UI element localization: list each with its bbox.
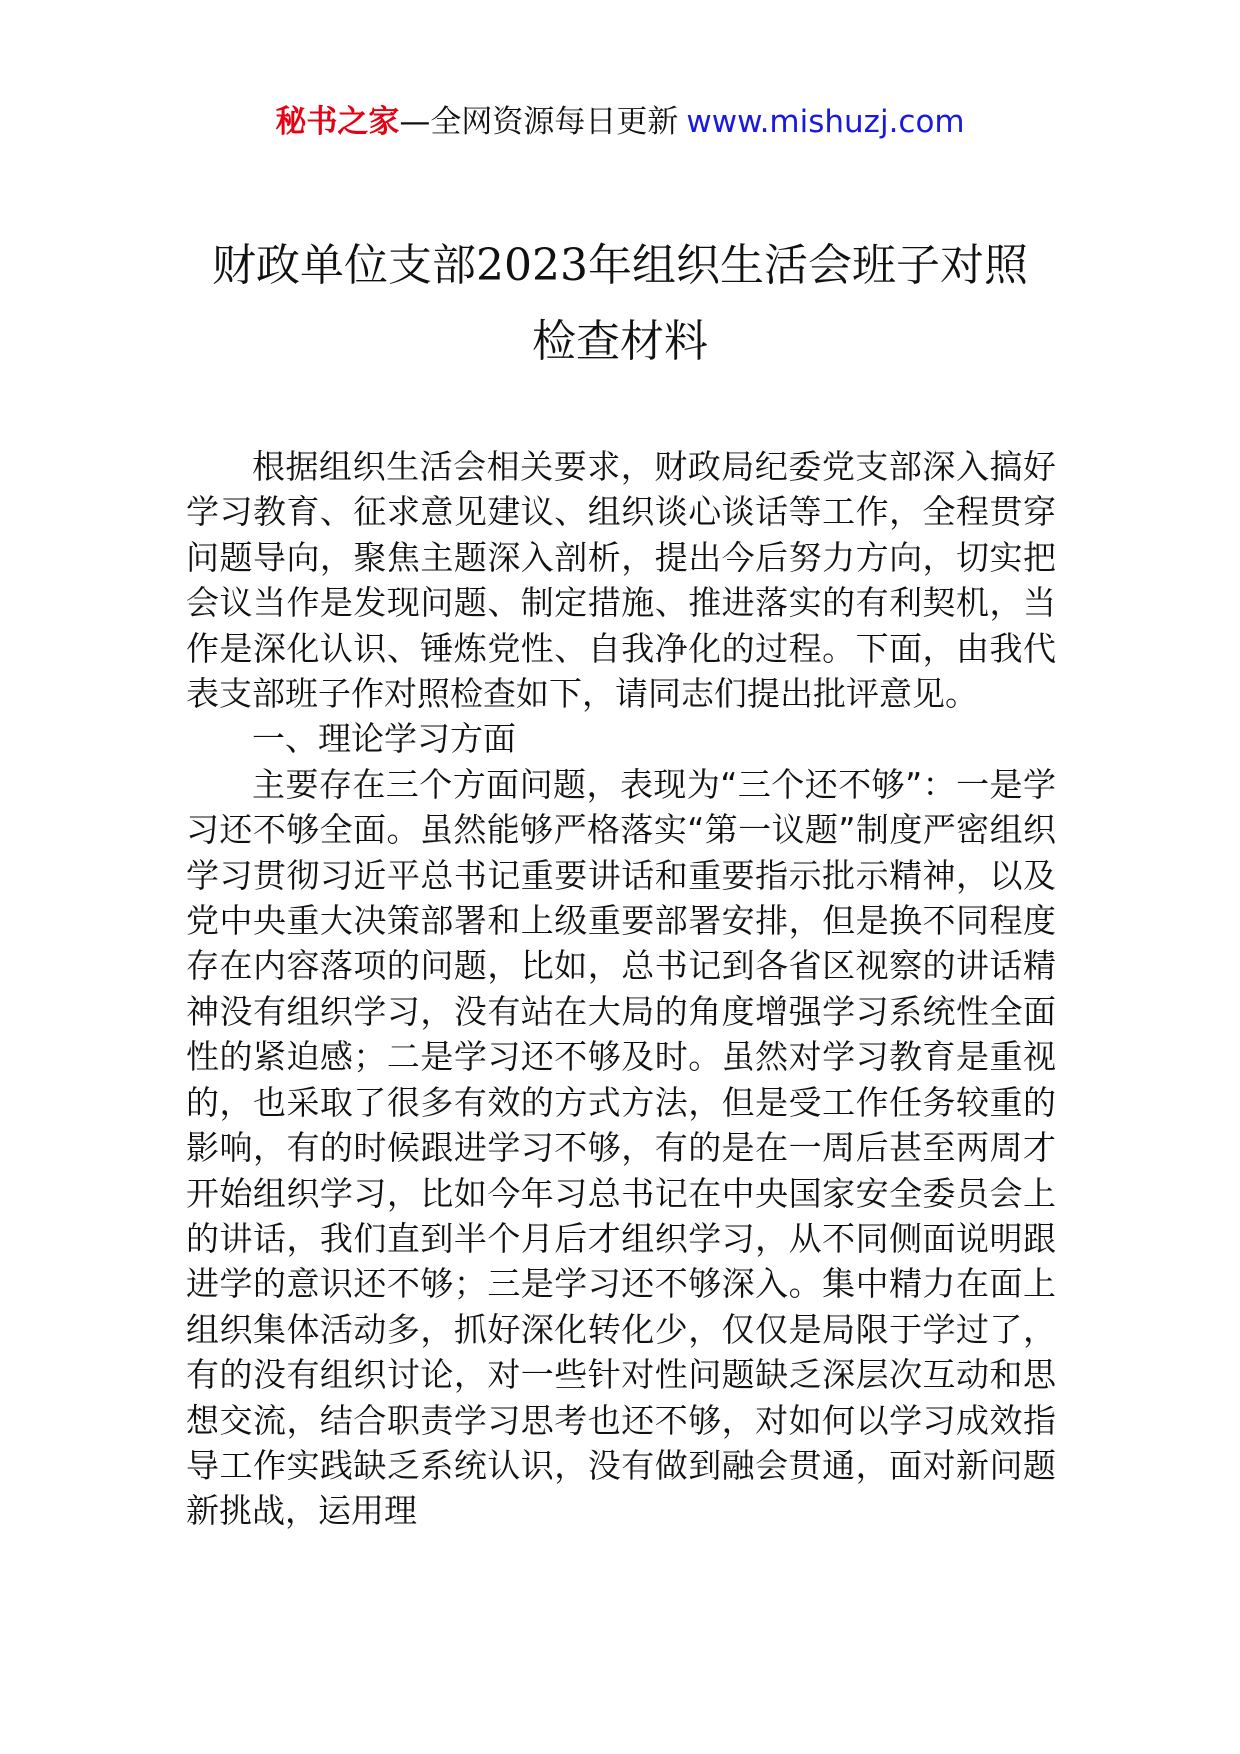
document-title-line-2: 检查材料 bbox=[532, 316, 708, 367]
document-title bbox=[150, 228, 1090, 380]
document-title-line-1: 财政单位支部2023年组织生活会班子对照 bbox=[212, 240, 1028, 291]
brand-tagline: —全网资源每日更新 bbox=[399, 104, 679, 140]
intro-paragraph: 根据组织生活会相关要求，财政局纪委党支部深入搞好学习教育、征求意见建议、组织谈心谈话等工作，全程贯穿问题导向，聚焦主题深入剖析，提出今后努力方向，切实把会议当作是发现问题、制定措施、推进落实的有利契机，当作是深化认识、锤炼党性、自我净化的过程。下面，由我代表支部班子作对照检查如下，请同志们提出批评意见。 bbox=[186, 447, 1056, 714]
site-banner bbox=[0, 100, 1240, 144]
section-paragraph-theory-study: 主要存在三个方面问题，表现为“三个还不够”：一是学习还不够全面。虽然能够严格落实“第一议题”制度严密组织学习贯彻习近平总书记重要讲话和重要指示批示精神，以及党中央重大决策部署和上级重要部署安排，但是换不同程度存在内容落项的问题，比如，总书记到各省区视察的讲话精神没有组织学习，没有站在大局的角度增强学习系统性全面性的紧迫感；二是学习还不够及时。虽然对学习教育是重视的，也采取了很多有效的方式方法，但是受工作任务较重的影响，有的时候跟进学习不够，有的是在一周后甚至两周才开始组织学习，比如今年习总书记在中央国家安全委员会上的讲话，我们直到半个月后才组织学习，从不同侧面说明跟进学的意识还不够；三是学习还不够深入。集中精力在面上组织集体活动多，抓好深化转化少，仅仅是局限于学过了，有的没有组织讨论，对一些针对性问题缺乏深层次互动和思想交流，结合职责学习思考也还不够，对如何以学习成效指导工作实践缺乏系统认识，没有做到融会贯通，面对新问题新挑战，运用理 bbox=[186, 764, 1056, 1531]
section-heading-theory-study: 一、理论学习方面 bbox=[252, 719, 516, 759]
brand-name: 秘书之家 bbox=[275, 104, 400, 140]
brand-url-link[interactable]: www.mishuzj.com bbox=[686, 104, 965, 140]
document-body bbox=[186, 444, 1056, 1534]
